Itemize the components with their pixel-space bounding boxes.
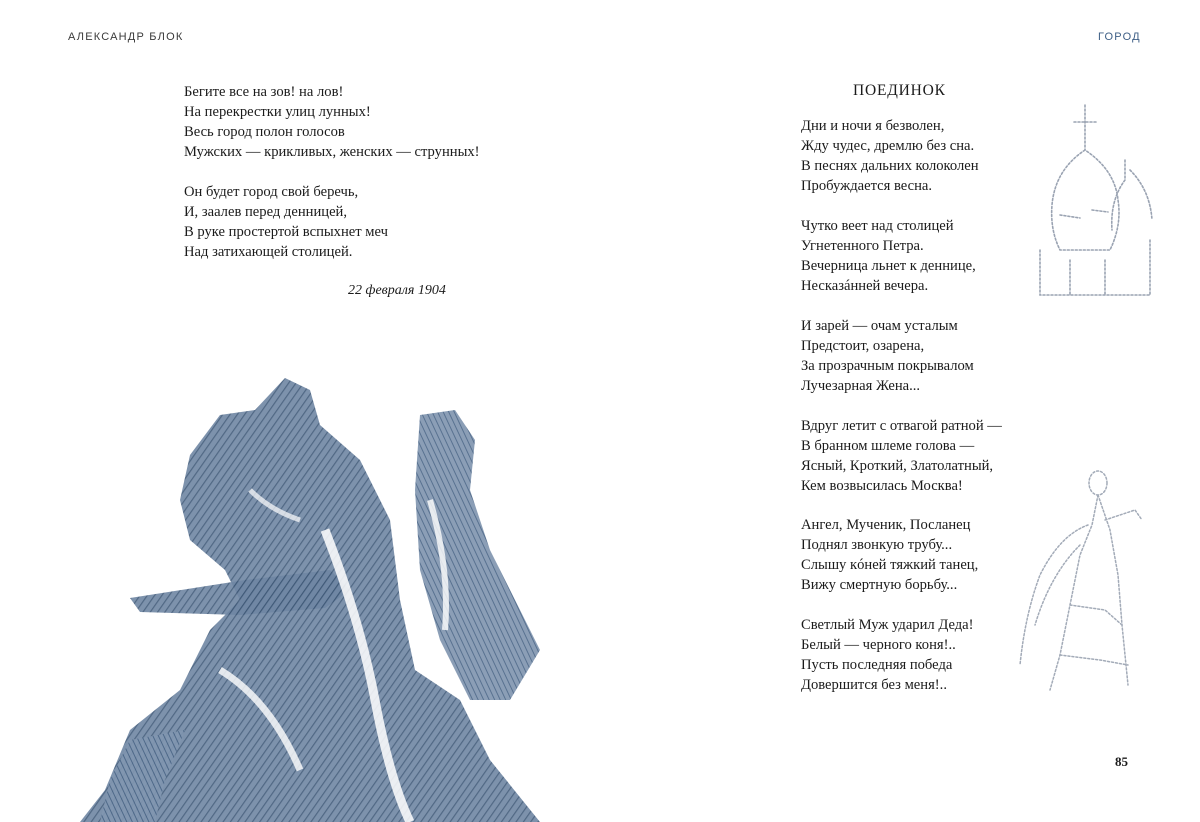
verse-line: Бегите все на зов! на лов! [184, 84, 344, 100]
verse-line: Слышу кóней тяжкий танец, [801, 557, 979, 573]
verse-line: Несказáнней вечера. [801, 278, 929, 294]
verse-line: Пробуждается весна. [801, 178, 933, 194]
poem-title: ПОЕДИНОК [853, 82, 946, 99]
running-head-author: АЛЕКСАНДР БЛОК [68, 31, 184, 43]
verse-line: Чутко веет над столицей [801, 218, 954, 234]
right-stanza-5 [801, 515, 978, 595]
verse-line: Лучезарная Жена... [801, 378, 921, 394]
verse-line: Жду чудес, дремлю без сна. [801, 138, 975, 154]
verse-line: В руке простертой вспыхнет меч [184, 224, 388, 240]
right-stanza-3 [801, 316, 974, 396]
page-number: 85 [1115, 754, 1128, 769]
right-stanza-2 [801, 216, 976, 296]
verse-line: Он будет город свой беречь, [184, 184, 359, 200]
church-sketch-illustration [1030, 100, 1165, 300]
verse-line: Мужских — крикливых, женских — струнных! [184, 144, 480, 160]
verse-line: Белый — черного коня!.. [801, 637, 956, 653]
verse-line: На перекрестки улиц лунных! [184, 104, 371, 120]
horseman-illustration [70, 370, 560, 822]
right-stanza-4 [801, 416, 1002, 496]
verse-line: Предстоит, озарена, [801, 338, 925, 354]
verse-line: В песнях дальних колоколен [801, 158, 979, 174]
verse-line: Светлый Муж ударил Деда! [801, 617, 974, 633]
angel-sketch-illustration [1000, 465, 1150, 695]
verse-line: Вижу смертную борьбу... [801, 577, 958, 593]
verse-line: И зарей — очам усталым [801, 318, 958, 334]
verse-line: В бранном шлеме голова — [801, 438, 975, 454]
right-stanza-6 [801, 615, 974, 695]
verse-line: Над затихающей столицей. [184, 244, 353, 260]
verse-line: Довершится без меня!.. [801, 677, 947, 693]
verse-line: Ясный, Кроткий, Златолатный, [801, 458, 994, 474]
verse-line: Весь город полон голосов [184, 124, 345, 140]
verse-line: Вечерница льнет к деннице, [801, 258, 976, 274]
verse-line: Дни и ночи я безволен, [801, 118, 945, 134]
left-stanza-2 [184, 182, 388, 262]
verse-line: И, заалев перед денницей, [184, 204, 348, 220]
verse-line: Угнетенного Петра. [801, 238, 924, 254]
left-stanza-1 [184, 82, 480, 162]
verse-line: Ангел, Мученик, Посланец [801, 517, 971, 533]
verse-line: Вдруг летит с отвагой ратной — [801, 418, 1002, 434]
verse-line: Поднял звонкую трубу... [801, 537, 953, 553]
poem-date: 22 февраля 1904 [348, 283, 446, 298]
verse-line: Кем возвысилась Москва! [801, 478, 963, 494]
right-stanza-1 [801, 116, 979, 196]
verse-line: За прозрачным покрывалом [801, 358, 974, 374]
running-head-section: ГОРОД [1098, 31, 1141, 43]
verse-line: Пусть последняя победа [801, 657, 953, 673]
